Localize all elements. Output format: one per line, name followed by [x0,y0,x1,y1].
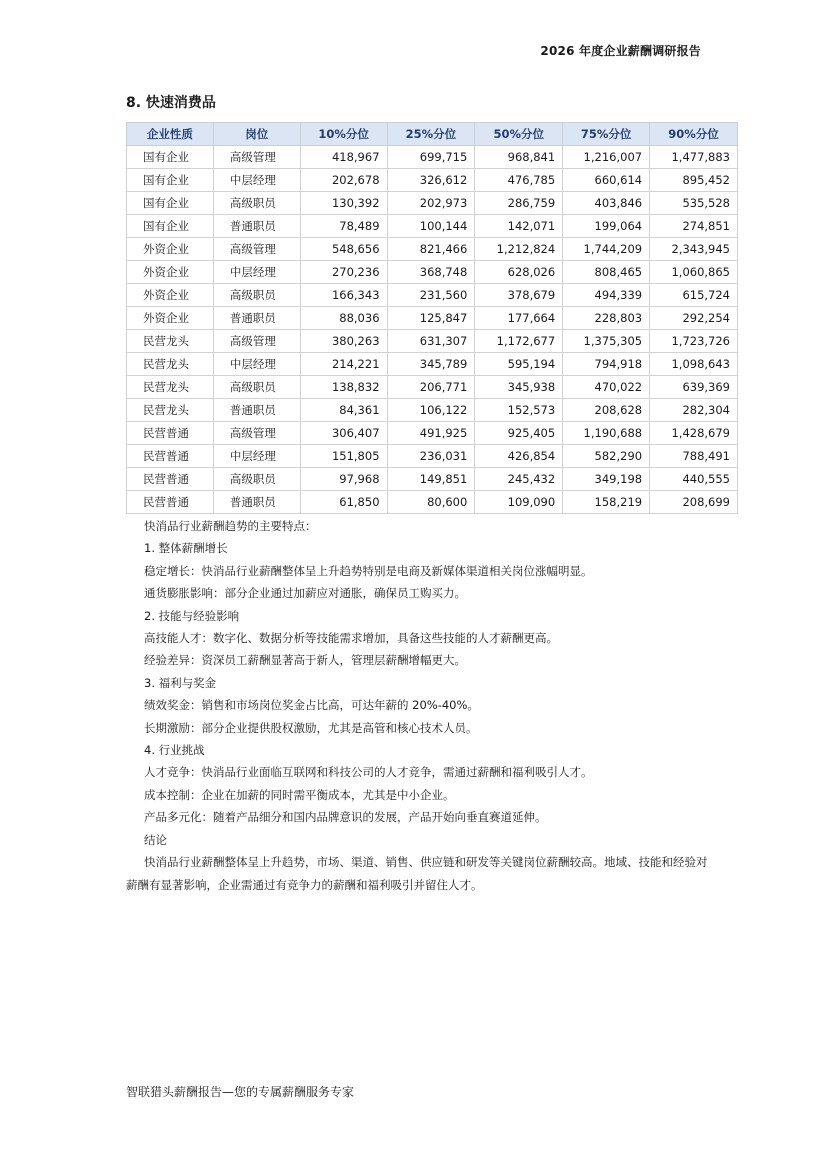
company-type-cell: 国有企业 [127,215,214,238]
company-type-cell: 国有企业 [127,192,214,215]
company-type-cell: 外资企业 [127,238,214,261]
body-line: 结论 [144,832,167,847]
p90-cell: 1,477,883 [650,146,738,169]
company-type-cell: 民营龙头 [127,399,214,422]
column-header-company-type: 企业性质 [127,123,214,146]
p10-cell: 380,263 [300,330,387,353]
table-row [127,376,738,399]
report-header-title: 2026 年度企业薪酬调研报告 [540,44,701,58]
company-type-cell: 外资企业 [127,307,214,330]
p10-cell: 130,392 [300,192,387,215]
p25-cell: 206,771 [387,376,475,399]
p75-cell: 403,846 [563,192,650,215]
company-type-cell: 民营龙头 [127,330,214,353]
trend-analysis-text [126,515,716,896]
p10-cell: 306,407 [300,422,387,445]
position-cell: 普通职员 [213,307,300,330]
p50-cell: 345,938 [475,376,563,399]
table-row [127,491,738,514]
column-header-p50: 50%分位 [475,123,563,146]
p90-cell: 535,528 [650,192,738,215]
p90-cell: 1,098,643 [650,353,738,376]
p75-cell: 660,614 [563,169,650,192]
p75-cell: 228,803 [563,307,650,330]
company-type-cell: 国有企业 [127,169,214,192]
p10-cell: 97,968 [300,468,387,491]
p90-cell: 1,428,679 [650,422,738,445]
p25-cell: 345,789 [387,353,475,376]
p25-cell: 491,925 [387,422,475,445]
p75-cell: 208,628 [563,399,650,422]
p75-cell: 582,290 [563,445,650,468]
body-line: 通货膨胀影响：部分企业通过加薪应对通胀，确保员工购买力。 [144,586,466,601]
p75-cell: 199,064 [563,215,650,238]
p25-cell: 699,715 [387,146,475,169]
p90-cell: 282,304 [650,399,738,422]
column-header-p90: 90%分位 [650,123,738,146]
p50-cell: 595,194 [475,353,563,376]
p25-cell: 202,973 [387,192,475,215]
table-row [127,307,738,330]
p10-cell: 166,343 [300,284,387,307]
p75-cell: 494,339 [563,284,650,307]
p90-cell: 788,491 [650,445,738,468]
p50-cell: 1,212,824 [475,238,563,261]
p50-cell: 925,405 [475,422,563,445]
p25-cell: 80,600 [387,491,475,514]
body-line: 人才竞争：快消品行业面临互联网和科技公司的人才竞争，需通过薪酬和福利吸引人才。 [144,765,593,780]
table-row [127,215,738,238]
p25-cell: 236,031 [387,445,475,468]
p10-cell: 270,236 [300,261,387,284]
position-cell: 中层经理 [213,445,300,468]
p10-cell: 61,850 [300,491,387,514]
p25-cell: 326,612 [387,169,475,192]
p75-cell: 1,190,688 [563,422,650,445]
p75-cell: 158,219 [563,491,650,514]
p90-cell: 895,452 [650,169,738,192]
company-type-cell: 民营普通 [127,445,214,468]
p75-cell: 349,198 [563,468,650,491]
column-header-p75: 75%分位 [563,123,650,146]
body-line: 4. 行业挑战 [144,743,205,758]
table-row [127,192,738,215]
table-row [127,353,738,376]
position-cell: 普通职员 [213,215,300,238]
p90-cell: 292,254 [650,307,738,330]
p75-cell: 1,375,305 [563,330,650,353]
body-line: 产品多元化：随着产品细分和国内品牌意识的发展，产品开始向垂直赛道延伸。 [144,810,547,825]
p25-cell: 231,560 [387,284,475,307]
table-row [127,238,738,261]
p50-cell: 968,841 [475,146,563,169]
p50-cell: 628,026 [475,261,563,284]
p90-cell: 274,851 [650,215,738,238]
p75-cell: 1,744,209 [563,238,650,261]
p90-cell: 208,699 [650,491,738,514]
p25-cell: 821,466 [387,238,475,261]
p75-cell: 808,465 [563,261,650,284]
column-header-p25: 25%分位 [387,123,475,146]
position-cell: 普通职员 [213,399,300,422]
p25-cell: 106,122 [387,399,475,422]
conclusion-paragraph: 快消品行业薪酬整体呈上升趋势，市场、渠道、销售、供应链和研发等关键岗位薪酬较高。地域、技能和经验对薪酬有显著影响，企业需通过有竞争力的薪酬和福利吸引并留住人才。 [126,855,708,892]
position-cell: 高级职员 [213,284,300,307]
p50-cell: 378,679 [475,284,563,307]
p50-cell: 426,854 [475,445,563,468]
position-cell: 普通职员 [213,491,300,514]
position-cell: 高级管理 [213,146,300,169]
table-row [127,284,738,307]
p10-cell: 151,805 [300,445,387,468]
position-cell: 高级管理 [213,330,300,353]
company-type-cell: 民营普通 [127,491,214,514]
company-type-cell: 民营龙头 [127,353,214,376]
p25-cell: 125,847 [387,307,475,330]
p10-cell: 88,036 [300,307,387,330]
company-type-cell: 民营普通 [127,422,214,445]
body-line: 长期激励：部分企业提供股权激励，尤其是高管和核心技术人员。 [144,720,478,735]
p75-cell: 794,918 [563,353,650,376]
position-cell: 高级职员 [213,468,300,491]
p10-cell: 78,489 [300,215,387,238]
table-row [127,330,738,353]
body-line: 1. 整体薪酬增长 [144,541,228,556]
table-row [127,445,738,468]
p50-cell: 286,759 [475,192,563,215]
company-type-cell: 外资企业 [127,261,214,284]
p10-cell: 202,678 [300,169,387,192]
position-cell: 中层经理 [213,169,300,192]
p10-cell: 548,656 [300,238,387,261]
table-row [127,261,738,284]
body-line: 2. 技能与经验影响 [144,608,240,623]
table-row [127,169,738,192]
position-cell: 中层经理 [213,353,300,376]
p25-cell: 100,144 [387,215,475,238]
position-cell: 高级管理 [213,238,300,261]
table-header-row [127,123,738,146]
p50-cell: 152,573 [475,399,563,422]
table-row [127,146,738,169]
table-row [127,399,738,422]
company-type-cell: 国有企业 [127,146,214,169]
p75-cell: 470,022 [563,376,650,399]
p50-cell: 142,071 [475,215,563,238]
p90-cell: 1,723,726 [650,330,738,353]
position-cell: 中层经理 [213,261,300,284]
body-line: 3. 福利与奖金 [144,675,217,690]
body-line: 经验差异：资深员工薪酬显著高于新人，管理层薪酬增幅更大。 [144,653,466,668]
position-cell: 高级管理 [213,422,300,445]
p25-cell: 368,748 [387,261,475,284]
company-type-cell: 民营龙头 [127,376,214,399]
column-header-p10: 10%分位 [300,123,387,146]
section-title: 8. 快速消费品 [126,95,216,111]
p50-cell: 177,664 [475,307,563,330]
p90-cell: 1,060,865 [650,261,738,284]
body-line: 快消品行业薪酬趋势的主要特点： [144,519,317,533]
column-header-position: 岗位 [213,123,300,146]
footer-slogan: 智联猎头薪酬报告—您的专属薪酬服务专家 [126,1085,355,1099]
p10-cell: 418,967 [300,146,387,169]
p90-cell: 440,555 [650,468,738,491]
p50-cell: 109,090 [475,491,563,514]
company-type-cell: 外资企业 [127,284,214,307]
body-line: 稳定增长：快消品行业薪酬整体呈上升趋势特别是电商及新媒体渠道相关岗位涨幅明显。 [144,563,593,578]
p25-cell: 631,307 [387,330,475,353]
company-type-cell: 民营普通 [127,468,214,491]
body-line: 绩效奖金：销售和市场岗位奖金占比高，可达年薪的 20%-40%。 [144,698,479,713]
p10-cell: 84,361 [300,399,387,422]
p50-cell: 476,785 [475,169,563,192]
salary-table [126,122,738,514]
p10-cell: 138,832 [300,376,387,399]
p25-cell: 149,851 [387,468,475,491]
body-line: 成本控制：企业在加薪的同时需平衡成本，尤其是中小企业。 [144,787,455,802]
body-line: 高技能人才：数字化、数据分析等技能需求增加，具备这些技能的人才薪酬更高。 [144,631,558,646]
p10-cell: 214,221 [300,353,387,376]
p75-cell: 1,216,007 [563,146,650,169]
p50-cell: 245,432 [475,468,563,491]
p90-cell: 615,724 [650,284,738,307]
p90-cell: 2,343,945 [650,238,738,261]
p90-cell: 639,369 [650,376,738,399]
table-row [127,468,738,491]
position-cell: 高级职员 [213,192,300,215]
p50-cell: 1,172,677 [475,330,563,353]
table-row [127,422,738,445]
position-cell: 高级职员 [213,376,300,399]
